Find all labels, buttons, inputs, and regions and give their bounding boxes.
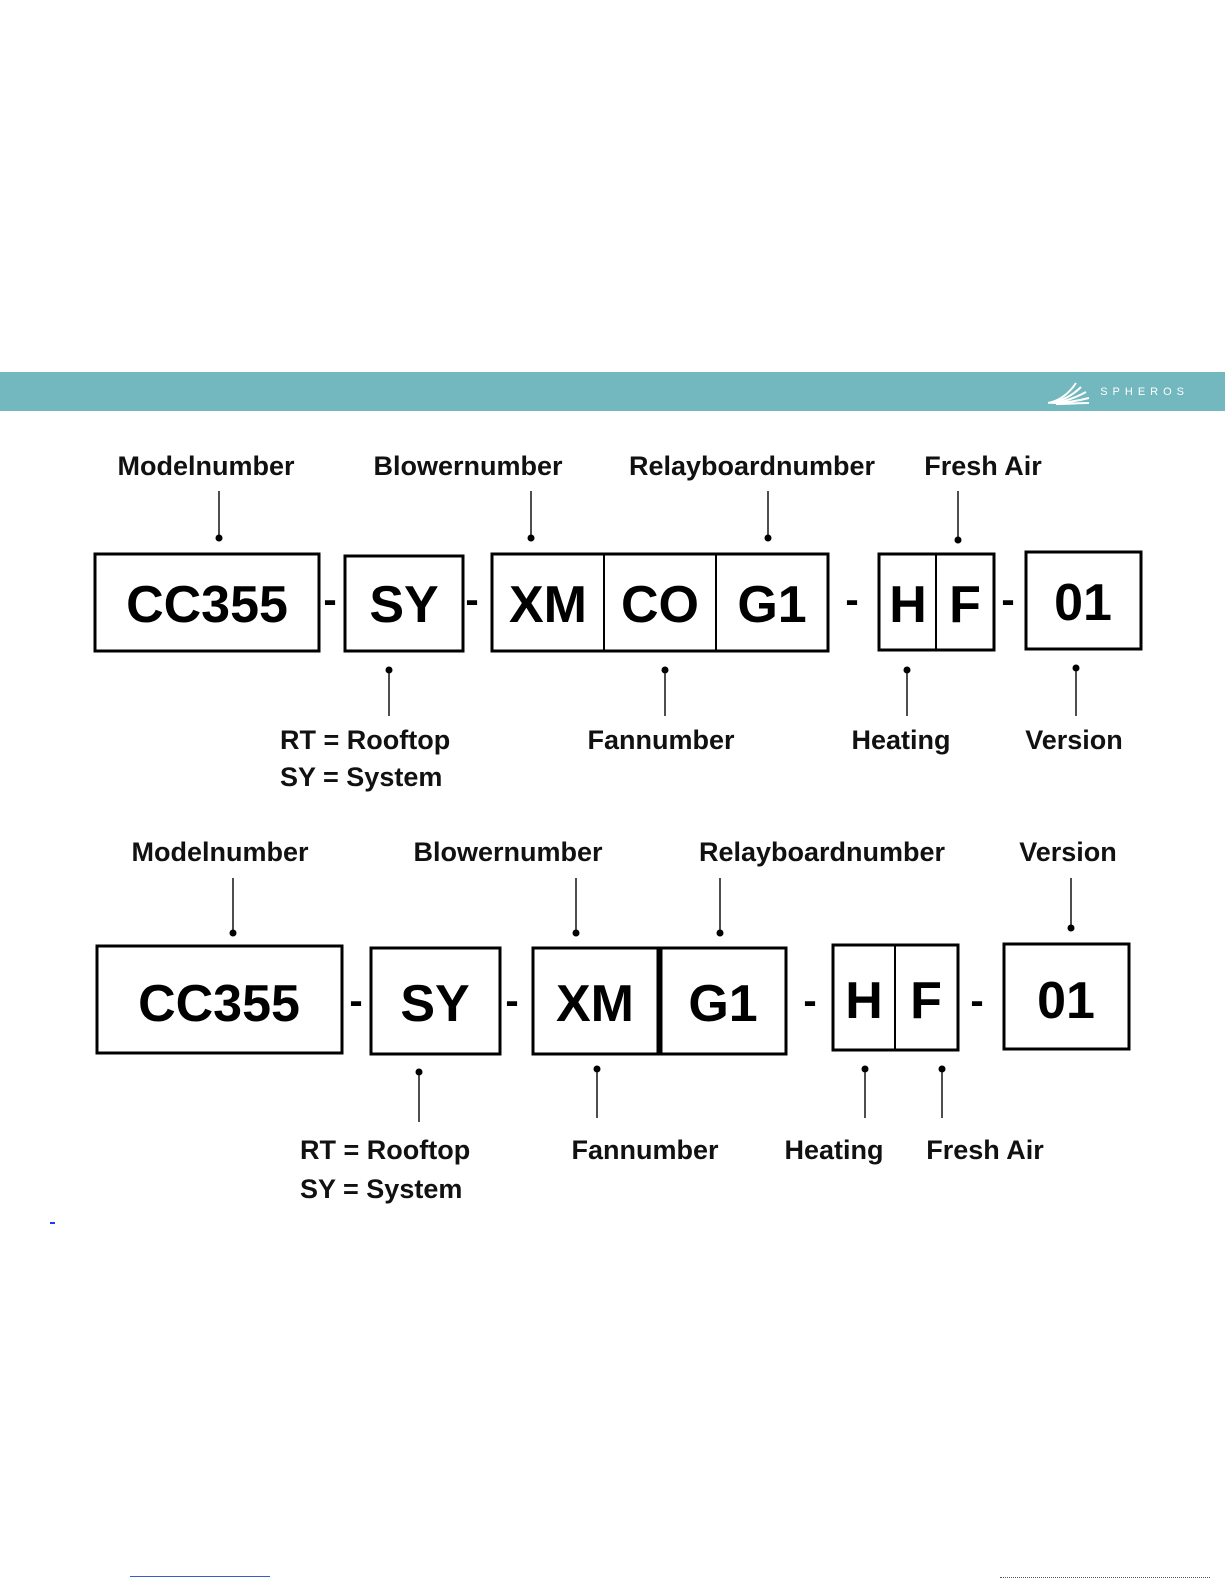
label-heating: Heating <box>784 1135 884 1165</box>
separator: - <box>845 578 859 622</box>
label-modelnumber: Modelnumber <box>131 837 309 867</box>
code-system: SY <box>369 576 439 634</box>
label-fannumber: Fannumber <box>571 1135 719 1165</box>
code-blower-fan: XM <box>556 975 634 1033</box>
code-version: 01 <box>1037 972 1095 1030</box>
label-heating: Heating <box>851 725 951 755</box>
brand-name: SPHEROS <box>1100 385 1189 398</box>
bottom-pointers <box>386 665 1080 717</box>
top-pointers <box>216 491 962 544</box>
separator: - <box>505 979 519 1023</box>
top-pointers <box>230 878 1075 937</box>
footer-rule <box>130 1576 270 1577</box>
code-version: 01 <box>1054 574 1112 632</box>
label-fresh-air: Fresh Air <box>924 451 1042 481</box>
code-fan: CO <box>621 576 699 634</box>
label-relayboardnumber: Relayboardnumber <box>628 451 876 481</box>
label-version: Version <box>1025 725 1123 755</box>
code-relayboard: G1 <box>688 975 758 1033</box>
label-fannumber: Fannumber <box>587 725 735 755</box>
bottom-pointers <box>416 1066 946 1123</box>
code-relayboard: G1 <box>737 576 807 634</box>
code-fresh-air: F <box>949 576 981 634</box>
separator: - <box>1001 578 1015 622</box>
separator: - <box>349 979 363 1023</box>
code-model: CC355 <box>138 975 300 1033</box>
small-link-mark[interactable] <box>50 1222 55 1224</box>
code-heating: H <box>889 576 927 634</box>
label-fresh-air: Fresh Air <box>926 1135 1044 1165</box>
separator: - <box>323 578 337 622</box>
code-fresh-air: F <box>910 972 942 1030</box>
separator: - <box>970 979 984 1023</box>
separator: - <box>803 979 817 1023</box>
code-model: CC355 <box>126 576 288 634</box>
label-relayboardnumber: Relayboardnumber <box>698 837 946 867</box>
label-rooftop: RT = Rooftop <box>300 1135 471 1165</box>
code-blower: XM <box>509 576 587 634</box>
separator: - <box>465 578 479 622</box>
diagram-2 <box>97 837 1129 1204</box>
diagram-1 <box>95 451 1141 792</box>
label-blowernumber: Blowernumber <box>413 837 603 867</box>
code-heating: H <box>845 972 883 1030</box>
label-system: SY = System <box>300 1174 463 1204</box>
label-modelnumber: Modelnumber <box>117 451 295 481</box>
label-system: SY = System <box>280 762 443 792</box>
code-system: SY <box>400 975 470 1033</box>
label-version: Version <box>1019 837 1117 867</box>
label-rooftop: RT = Rooftop <box>280 725 451 755</box>
label-blowernumber: Blowernumber <box>373 451 563 481</box>
footer-dotted-rule <box>1000 1577 1210 1579</box>
